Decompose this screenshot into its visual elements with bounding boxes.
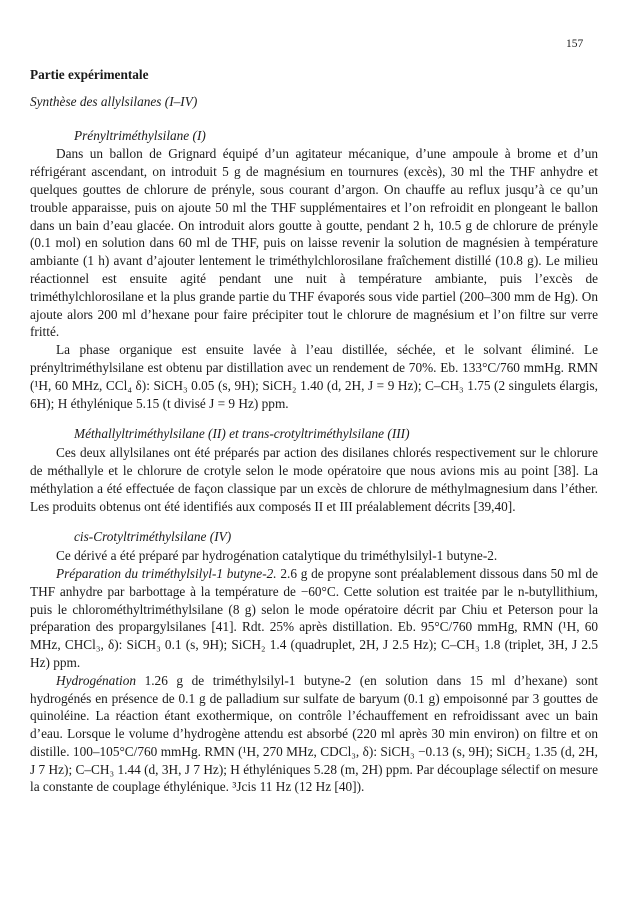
blocks (30, 127, 598, 797)
paragraph (30, 672, 598, 797)
paragraph-lead: Préparation du triméthylsilyl-1 butyne-2. (56, 565, 277, 581)
paragraph-lead: Hydrogénation (56, 672, 137, 688)
paragraph-text: 1.26 g de triméthylsilyl-1 butyne-2 (en solution dans 15 ml d’hexane) sont hydrogénés en présence de 0.1 g de palladium sur sulfate de baryum (0.1 g) empoisonné par 3 gouttes de quinoléine. La réaction étant exothermique, on contrôle l’échauffement en refroidissant avec un bain d’eau. Lorsque le volume d’hydrogène attendu est absorbé (220 ml après 30 min environ) on filtre et on distille. 100–105°C/760 mmHg. RMN (¹H, 270 MHz, CDCl₃, δ): SiCH₃ −0.13 (s, 9H); SiCH₂ 1.35 (d, 2H, J 7 Hz); C–CH₃ 1.44 (d, 3H, J 7 Hz); H éthyléniques 5.28 (m, 2H) ppm. Par découplage sélectif on mesure la constante de couplage éthylénique. ³Jcis 11 Hz (12 Hz [40]). (30, 672, 598, 795)
paragraph (30, 547, 598, 565)
paragraph-text: Dans un ballon de Grignard équipé d’un agitateur mécanique, d’une ampoule à brome et d’un réfrigérant ascendant, on introduit 5 g de magnésium en tournures (excès), 30 ml the THF anhydre et quelques gouttes de chlorure de prényle, sous courant d’argon. On chauffe au reflux jusqu’à ce qu’un trouble apparaisse, puis on ajoute 50 ml the THF supplémentaires et l’on refroidit en plongeant le ballon dans un bain d’eau glacée. On introduit alors goutte à goutte, pendant 2 h, 10.5 g de chlorure de prényle (0.1 mol) en solution dans 60 ml de THF, puis on laisse revenir la solution de magnésien à température ambiante (1 h) avant d’ajouter lentement le triméthylchlorosilane fraîchement distillé (10.8 g). Le milieu réactionnel est ensuite agité pendant une nuit à température ambiante, puis l’excès de triméthylchlorosilane et la plus grande partie du THF évaporés sous vide partiel (200–300 mm de Hg). On ajoute alors 200 ml d’hexane pour faire précipiter tout le chlorure de magnésium et l’on filtre sur verre fritté. (30, 146, 598, 340)
page-number: 157 (566, 38, 584, 50)
subheading: Prényltriméthylsilane (I) (74, 127, 206, 143)
subheading: cis-Crotyltriméthylsilane (IV) (74, 529, 232, 545)
section-title: Partie expérimentale (30, 67, 149, 82)
paragraph (30, 145, 598, 341)
paragraph (30, 565, 598, 672)
section-block (30, 425, 598, 515)
paragraph (30, 444, 598, 515)
section-block (30, 528, 598, 796)
paragraph-text: 2.6 g de propyne sont préalablement dissous dans 50 ml de THF anhydre par barbottage à la température de −60°C. Cette solution est traitée par le n-butyllithium, puis le chlorométhyltriméthylsilane (8 g) selon le mode opératoire décrit par Chiu et Peterson pour la préparation des propargylsilanes [41]. Rdt. 25% après distillation. Eb. 95°C/760 mmHg, RMN (¹H, 60 MHz, CHCl₃, δ): SiCH₃ 0.1 (s, 9H); SiCH₂ 1.4 (quadruplet, 2H, J 2.5 Hz); C–CH₃ 1.8 (triplet, 3H, J 2.5 Hz) ppm. (30, 565, 598, 670)
paragraph-text: Ce dérivé a été préparé par hydrogénation catalytique du triméthylsilyl-1 butyne-2. (56, 548, 498, 564)
subheading: Méthallyltriméthylsilane (II) et trans-crotyltriméthylsilane (III) (74, 426, 410, 442)
paragraph-text: La phase organique est ensuite lavée à l’eau distillée, séchée, et le solvant éliminé. Le prényltriméthylsilane est obtenu par distillation avec un rendement de 70%. Eb. 133°C/760 mmHg. RMN (¹H, 60 MHz, CCl₄ δ): SiCH₃ 0.05 (s, 9H); SiCH₂ 1.40 (d, 2H, J = 9 Hz); C–CH₃ 1.75 (2 singulets élargis, 6H); H éthylénique 5.15 (t divisé J = 9 Hz) ppm. (30, 342, 598, 411)
paragraph-text: Ces deux allylsilanes ont été préparés par action des disilanes chlorés respectivement sur le chlorure de méthallyle et le chlorure de crotyle selon le mode opératoire que nous avions mis au point [38]. La méthylation a été effectuée de façon classique par un excès de chlorure de méthylmagnesium dans l’éther. Les produits obtenus ont été identifiés aux composés II et III préalablement décrits [39,40]. (30, 445, 598, 514)
subsection-title: Synthèse des allylsilanes (I–IV) (30, 93, 198, 109)
paragraph (30, 341, 598, 412)
content (30, 66, 598, 809)
section-block (30, 127, 598, 413)
